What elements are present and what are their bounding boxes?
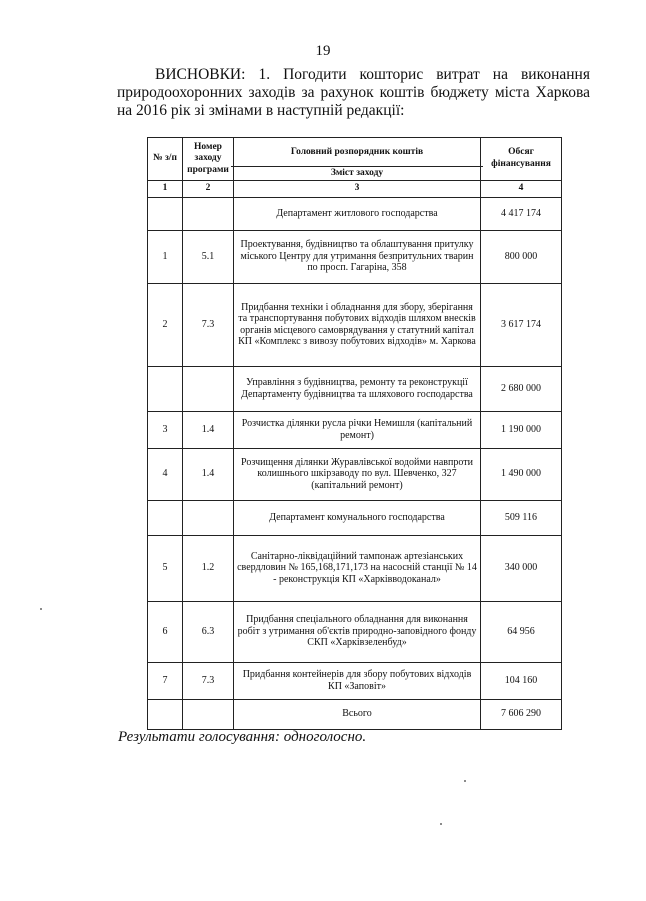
column-number-row [148,180,562,197]
row-number [148,699,183,729]
row-number: 4 [148,448,183,500]
table-row [148,535,562,601]
manager-name: Департамент житлового господарства [234,197,481,230]
group-row [148,500,562,535]
program-number [183,197,234,230]
row-number: 2 [148,283,183,366]
page-number: 19 [315,43,331,59]
voting-result: Результати голосування: одноголосно. [118,729,367,745]
header-num: № з/п [148,138,183,181]
group-amount: 2 680 000 [481,366,562,411]
measure-description: Проектування, будівництво та облаштування притулку міського Центру для утримання безпритульних тварин по просп. Гагаріна, 358 [234,230,481,283]
table-row [148,283,562,366]
program-number: 5.1 [183,230,234,283]
financing-amount: 3 617 174 [481,283,562,366]
conclusion-paragraph [117,66,590,120]
program-number [183,699,234,729]
header-content-label: Зміст заходу [231,166,483,180]
program-number: 7.3 [183,283,234,366]
measure-description: Розчистка ділянки русла річки Немишля (капітальний ремонт) [234,411,481,448]
group-row [148,366,562,411]
program-number [183,500,234,535]
table-row [148,662,562,699]
scan-speck [40,608,42,610]
header-manager-label: Головний розпорядник коштів [290,147,424,157]
col-number: 2 [183,180,234,197]
group-amount: 4 417 174 [481,197,562,230]
scan-speck [464,780,466,782]
table-row [148,411,562,448]
program-number [183,366,234,411]
measure-description: Придбання контейнерів для збору побутових відходів КП «Заповіт» [234,662,481,699]
financing-amount: 64 956 [481,601,562,662]
program-number: 6.3 [183,601,234,662]
col-number: 1 [148,180,183,197]
budget-table [147,137,562,730]
row-number: 3 [148,411,183,448]
total-label: Всього [234,699,481,729]
program-number: 1.4 [183,411,234,448]
budget-table-body [148,197,562,729]
conclusion-text: ВИСНОВКИ: 1. Погодити кошторис витрат на виконання природоохоронних заходів за рахунок коштів бюджету міста Харкова на 2016 рік зі змінами в наступній редакції: [117,66,590,119]
total-row [148,699,562,729]
measure-description: Придбання техніки і обладнання для збору, зберігання та транспортування побутових відходів шляхом внесків органів місцевого самоврядування у статутний капітал КП «Комплекс з вивозу побутових відходів» м. Харкова [234,283,481,366]
measure-description: Санітарно-ліквідаційний тампонаж артезіанських свердловин № 165,168,171,173 на насосній станції № 14 - реконструкція КП «Харківводоканал» [234,535,481,601]
group-row [148,197,562,230]
row-number [148,500,183,535]
row-number [148,366,183,411]
financing-amount: 340 000 [481,535,562,601]
row-number: 1 [148,230,183,283]
program-number: 1.2 [183,535,234,601]
measure-description: Придбання спеціального обладнання для виконання робіт з утримання об'єктів природно-заповідного фонду СКП «Харківзеленбуд» [234,601,481,662]
total-amount: 7 606 290 [481,699,562,729]
financing-amount: 1 190 000 [481,411,562,448]
table-row [148,448,562,500]
financing-amount: 104 160 [481,662,562,699]
manager-name: Департамент комунального господарства [234,500,481,535]
header-manager [234,138,481,181]
measure-description: Розчищення ділянки Журавлівської водойми навпроти колишнього шкірзаводу по вул. Шевченко, 327 (капітальний ремонт) [234,448,481,500]
row-number: 6 [148,601,183,662]
col-number: 3 [234,180,481,197]
program-number: 7.3 [183,662,234,699]
financing-amount: 800 000 [481,230,562,283]
table-row [148,230,562,283]
financing-amount: 1 490 000 [481,448,562,500]
header-amount: Обсяг фінансування [481,138,562,181]
row-number: 7 [148,662,183,699]
col-number: 4 [481,180,562,197]
program-number: 1.4 [183,448,234,500]
manager-name: Управління з будівництва, ремонту та реконструкції Департаменту будівництва та шляхового господарства [234,366,481,411]
header-program: Номер заходу програми [183,138,234,181]
row-number [148,197,183,230]
row-number: 5 [148,535,183,601]
table-row [148,601,562,662]
scan-speck [440,823,442,825]
group-amount: 509 116 [481,500,562,535]
